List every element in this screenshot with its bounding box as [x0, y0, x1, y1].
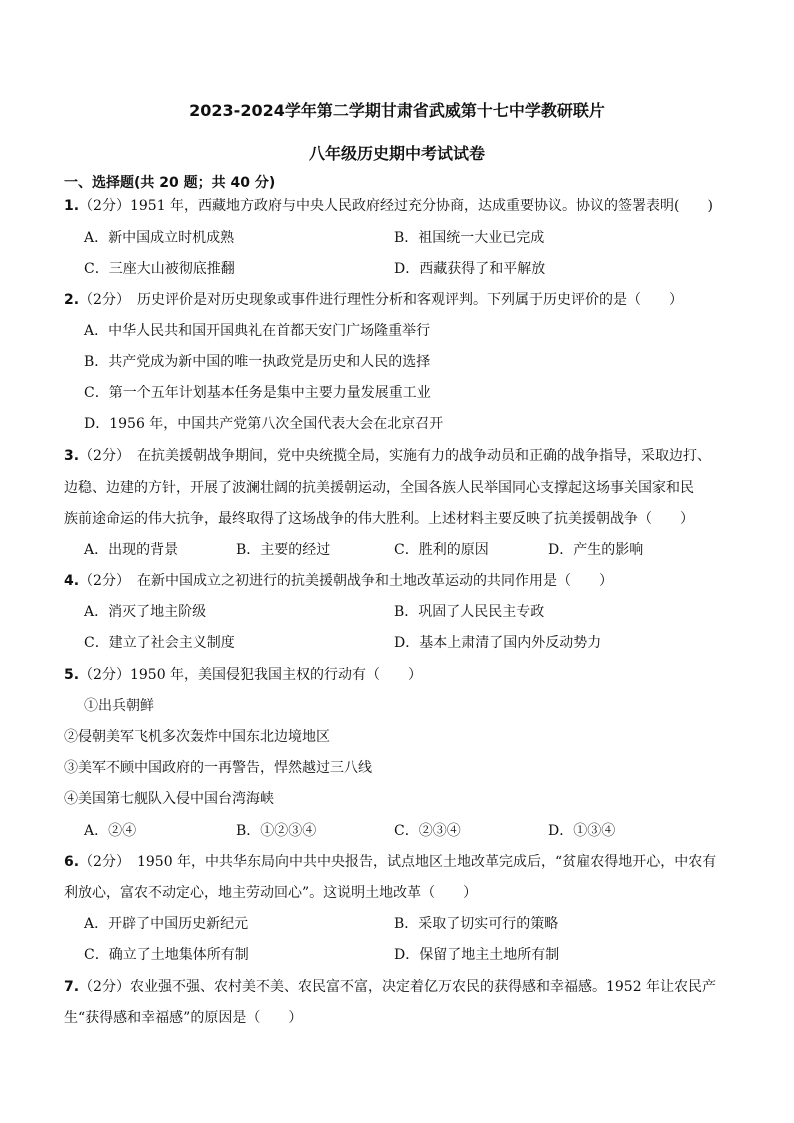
- option-d[interactable]: D．基本上肃清了国内外反动势力: [394, 635, 602, 651]
- statement-item: ③美军不顾中国政府的一再警告，悍然越过三八线: [64, 760, 372, 776]
- question-number: 1.: [64, 198, 80, 214]
- question-number: 3.: [64, 448, 80, 464]
- option-b[interactable]: B．共产党成为新中国的唯一执政党是历史和人民的选择: [84, 354, 431, 370]
- question-text: 边稳、边建的方针，开展了波澜壮阔的抗美援朝运动，全国各族人民举国同心支撑起这场事关国家和民: [64, 480, 694, 496]
- option-c[interactable]: C．胜利的原因: [394, 542, 489, 558]
- question-text: （2分） 历史评价是对历史现象或事件进行理性分析和客观评判。下列属于历史评价的是（ ）: [79, 292, 683, 308]
- question-text: （2分）1950 年，美国侵犯我国主权的行动有（ ）: [79, 667, 423, 683]
- option-d[interactable]: D．保留了地主土地所有制: [394, 947, 560, 963]
- option-b[interactable]: B．采取了切实可行的策略: [394, 916, 559, 932]
- option-d[interactable]: D．西藏获得了和平解放: [394, 261, 546, 277]
- question-text: （2分）农业强不强、农村美不美、农民富不富，决定着亿万农民的获得感和幸福感。1952 年让农民产: [79, 979, 717, 995]
- question-number: 7.: [64, 979, 80, 995]
- question-number: 6.: [64, 854, 80, 870]
- option-a[interactable]: A．出现的背景: [84, 542, 179, 558]
- question-number: 5.: [64, 667, 80, 683]
- section-heading: 一、选择题(共 20 题；共 40 分): [64, 175, 276, 191]
- option-b[interactable]: B．巩固了人民民主专政: [394, 604, 545, 620]
- option-a[interactable]: A．②④: [84, 823, 137, 839]
- option-d[interactable]: D．①③④: [548, 823, 616, 839]
- question-text: （2分） 在抗美援朝战争期间，党中央统揽全局，实施有力的战争动员和正确的战争指导，采取边打、: [79, 448, 711, 464]
- option-a[interactable]: A．中华人民共和国开国典礼在首都天安门广场隆重举行: [84, 323, 431, 339]
- option-a[interactable]: A．消灭了地主阶级: [84, 604, 207, 620]
- question-number: 4.: [64, 573, 80, 589]
- question-text: 利放心，富农不动定心，地主劳动回心”。这说明土地改革（ ）: [64, 885, 478, 901]
- question-number: 2.: [64, 292, 80, 308]
- question-text: （2分） 1950 年，中共华东局向中共中央报告，试点地区土地改革完成后，“贫雇农得地开心，中农有: [79, 854, 717, 870]
- question-text: （2分）1951 年，西藏地方政府与中央人民政府经过充分协商，达成重要协议。协议的签署表明( ): [79, 198, 713, 214]
- option-c[interactable]: C．建立了社会主义制度: [84, 635, 235, 651]
- option-d[interactable]: D．产生的影响: [548, 542, 644, 558]
- option-c[interactable]: C．三座大山被彻底推翻: [84, 261, 235, 277]
- option-d[interactable]: D．1956 年，中国共产党第八次全国代表大会在北京召开: [84, 416, 444, 432]
- option-c[interactable]: C．确立了土地集体所有制: [84, 947, 249, 963]
- option-a[interactable]: A．新中国成立时机成熟: [84, 230, 235, 246]
- option-a[interactable]: A．开辟了中国历史新纪元: [84, 916, 249, 932]
- option-b[interactable]: B．祖国统一大业已完成: [394, 230, 545, 246]
- option-c[interactable]: C．②③④: [394, 823, 461, 839]
- exam-subtitle: 八年级历史期中考试试卷: [308, 144, 485, 163]
- question-text: 族前途命运的伟大抗争，最终取得了这场战争的伟大胜利。上述材料主要反映了抗美援朝战争（ ）: [64, 511, 694, 527]
- option-b[interactable]: B．主要的经过: [236, 542, 331, 558]
- option-b[interactable]: B．①②③④: [236, 823, 317, 839]
- exam-title: 2023-2024学年第二学期甘肃省武威第十七中学教研联片: [189, 101, 605, 120]
- statement-item: ②侵朝美军飞机多次轰炸中国东北边境地区: [64, 729, 330, 745]
- question-text: （2分） 在新中国成立之初进行的抗美援朝战争和土地改革运动的共同作用是（ ）: [79, 573, 613, 589]
- statement-item: ④美国第七舰队入侵中国台湾海峡: [64, 791, 274, 807]
- question-text: 生“获得感和幸福感”的原因是（ ）: [64, 1010, 303, 1026]
- option-c[interactable]: C．第一个五年计划基本任务是集中主要力量发展重工业: [84, 385, 431, 401]
- statement-item: ①出兵朝鲜: [84, 698, 154, 714]
